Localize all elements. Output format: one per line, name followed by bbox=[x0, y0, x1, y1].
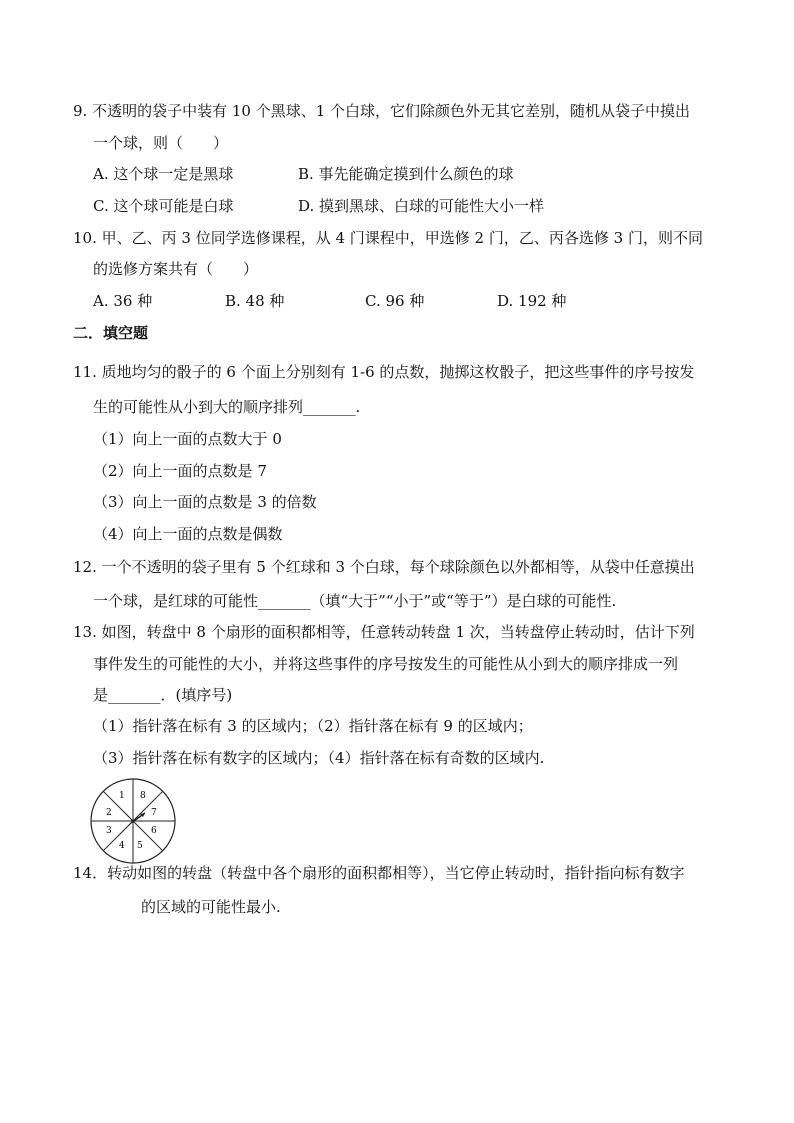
q12-stem-line2: 一个球，是红球的可能性_______（填“大于”“小于”或“等于”）是白球的可能性. bbox=[93, 592, 617, 610]
spinner-number-4: 4 bbox=[119, 841, 125, 851]
q11-item-3: （3）向上一面的点数是 3 的倍数 bbox=[93, 493, 317, 511]
q11-stem-line1: 11. 质地均匀的骰子的 6 个面上分别刻有 1-6 的点数，抛掷这枚骰子，把这些事件的序号按发 bbox=[73, 363, 695, 381]
q11-stem-line2: 生的可能性从小到大的顺序排列_______. bbox=[93, 398, 361, 416]
q10-option-c: C. 96 种 bbox=[365, 292, 425, 310]
q14-stem-line1: 14．转动如图的转盘（转盘中各个扇形的面积都相等），当它停止转动时，指针指向标有数字 bbox=[73, 864, 685, 882]
spinner-number-6: 6 bbox=[151, 826, 157, 836]
q11-item-1: （1）向上一面的点数大于 0 bbox=[93, 430, 282, 448]
spinner-figure bbox=[89, 777, 177, 865]
q13-stem-line3: 是_______．(填序号) bbox=[93, 686, 233, 704]
q9-option-a: A. 这个球一定是黑球 bbox=[93, 165, 234, 183]
q9-option-c: C. 这个球可能是白球 bbox=[93, 197, 234, 215]
q11-item-4: （4）向上一面的点数是偶数 bbox=[93, 525, 283, 543]
section-title-fill-in: 二．填空题 bbox=[73, 324, 149, 342]
q12-stem-line1: 12. 一个不透明的袋子里有 5 个红球和 3 个白球，每个球除颜色以外都相等，从袋中任意摸出 bbox=[73, 558, 695, 576]
q10-stem-line1: 10. 甲、乙、丙 3 位同学选修课程，从 4 门课程中，甲选修 2 门，乙、丙各选修 3 门，则不同 bbox=[73, 229, 703, 247]
q10-option-d: D. 192 种 bbox=[497, 292, 567, 310]
spinner-number-8: 8 bbox=[140, 791, 146, 801]
q9-stem-line1: 9. 不透明的袋子中装有 10 个黑球、1 个白球，它们除颜色外无其它差别，随机从袋子中摸出 bbox=[73, 102, 691, 120]
q9-option-d: D. 摸到黑球、白球的可能性大小一样 bbox=[298, 197, 545, 215]
q10-stem-line2: 的选修方案共有（ ） bbox=[93, 260, 259, 278]
q10-option-a: A. 36 种 bbox=[93, 292, 153, 310]
q9-option-b: B. 事先能确定摸到什么颜色的球 bbox=[298, 165, 514, 183]
q13-events-line1: （1）指针落在标有 3 的区域内；（2）指针落在标有 9 的区域内； bbox=[93, 717, 533, 735]
q13-stem-line1: 13. 如图，转盘中 8 个扇形的面积都相等，任意转动转盘 1 次，当转盘停止转动时，估计下列 bbox=[73, 623, 695, 641]
spinner-number-7: 7 bbox=[151, 808, 157, 818]
q9-stem-line2: 一个球，则（ ） bbox=[93, 134, 229, 152]
spinner-number-3: 3 bbox=[106, 826, 112, 836]
q14-stem-line2: 的区域的可能性最小. bbox=[141, 898, 281, 916]
spinner-number-1: 1 bbox=[119, 791, 125, 801]
spinner-number-5: 5 bbox=[137, 841, 143, 851]
spinner-svg bbox=[89, 777, 177, 865]
spinner-number-2: 2 bbox=[106, 808, 112, 818]
q13-events-line2: （3）指针落在标有数字的区域内；（4）指针落在标有奇数的区域内. bbox=[93, 749, 545, 767]
q11-item-2: （2）向上一面的点数是 7 bbox=[93, 462, 267, 480]
q13-stem-line2: 事件发生的可能性的大小，并将这些事件的序号按发生的可能性从小到大的顺序排成一列 bbox=[93, 655, 679, 673]
q10-option-b: B. 48 种 bbox=[225, 292, 285, 310]
